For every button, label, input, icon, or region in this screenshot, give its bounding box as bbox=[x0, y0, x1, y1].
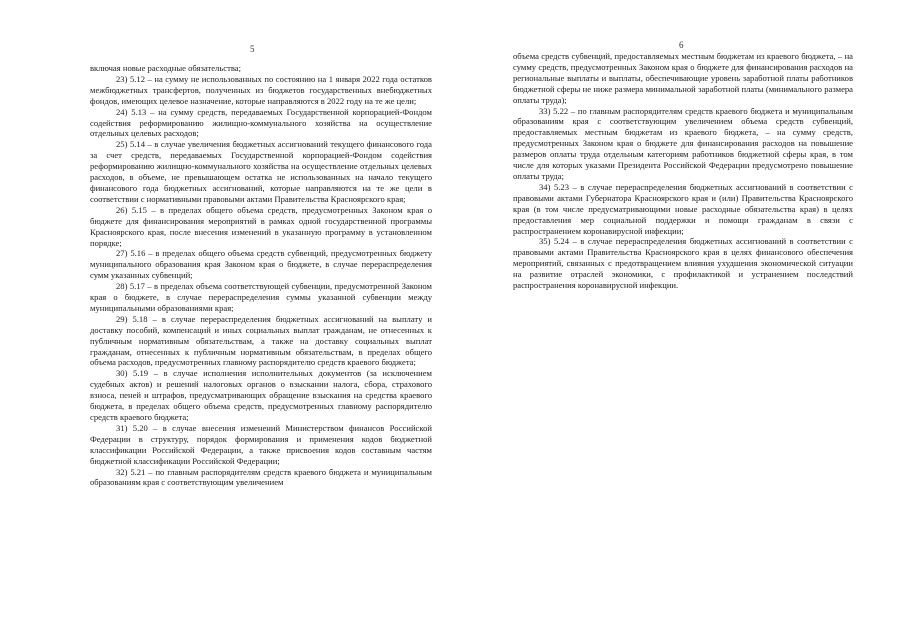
paragraph-item-23: 23) 5.12 – на сумму не использованных по состоянию на 1 января 2022 года остатков межбюджетных трансфертов, полученных из бюджетов государственных внебюджетных фондов, имеющих целевое назначение, которые направляются в 2022 году на те же цели; bbox=[90, 73, 432, 106]
paragraph-item-32: 32) 5.21 – по главным распорядителям средств краевого бюджета и муниципальным образованиям края с соответствующим увеличением bbox=[90, 466, 432, 488]
right-page-text bbox=[513, 51, 853, 291]
paragraph-item-35: 35) 5.24 – в случае перераспределения бюджетных ассигнований в соответствии с правовыми актами Правительства Красноярского края в целях финансового обеспечения мероприятий, связанных с предотвращением влияния ухудшения экономической ситуации на развитие отраслей экономики, с профилактикой и устранением последствий распространения коронавирусной инфекции. bbox=[513, 236, 853, 291]
page-number-right: 6 bbox=[679, 40, 684, 50]
paragraph-item-30: 30) 5.19 – в случае исполнения исполнительных документов (за исключением судебных актов) и решений налоговых органов о взыскании налога, сбора, страхового взноса, пеней и штрафов, предусматривающих обращение взыскания на средства краевого бюджета, в пределах общего объема средств, предусмотренных главному распорядителю средств краевого бюджета; bbox=[90, 368, 432, 422]
paragraph-item-24: 24) 5.13 – на сумму средств, передаваемых Государственной корпорацией-Фондом содействия реформированию жилищно-коммунального хозяйства на осуществление отдельных целевых расходов; bbox=[90, 106, 432, 139]
page-number-left: 5 bbox=[250, 44, 255, 54]
paragraph-continuation: объема средств субвенций, предоставляемых местным бюджетам из краевого бюджета, – на сумму средств, предусмотренных Законом края о бюджете для финансирования расходов на региональные выплаты и выплаты, обеспечивающие уровень заработной платы работников бюджетной сферы не ниже размера минимальной заработной платы (минимального размера оплаты труда); bbox=[513, 51, 853, 105]
paragraph-item-28: 28) 5.17 – в пределах объема соответствующей субвенции, предусмотренной Законом края о бюджете, в случае перераспределения суммы указанной субвенции между муниципальными образованиями края; bbox=[90, 281, 432, 313]
paragraph-item-26: 26) 5.15 – в пределах общего объема средств, предусмотренных Законом края о бюджете для финансирования мероприятий в рамках одной государственной программы Красноярского края, после внесения изменений в указанную программу в установленном порядке; bbox=[90, 204, 432, 248]
paragraph-continuation: включая новые расходные обязательства; bbox=[90, 63, 241, 73]
paragraph-item-33: 33) 5.22 – по главным распорядителям средств краевого бюджета и муниципальным образованиям края с соответствующим увеличением объема средств субвенций, предоставляемых местным бюджетам из краевого бюджета, – на сумму средств, предусмотренных Законом края о бюджете для финансирования расходов на повышение размеров оплаты труда отдельным категориям работников бюджетной сферы края, в том числе для которых указами Президента Российской Федерации предусмотрено повышение оплаты труда; bbox=[513, 105, 853, 181]
paragraph-item-25: 25) 5.14 – в случае увеличения бюджетных ассигнований текущего финансового года за счет средств, передаваемых Государственной корпорацией-Фондом содействия реформированию жилищно-коммунального хозяйства на осуществление отдельных целевых расходов, в объеме, не превышающем остатка не использованных на начало текущего финансового года бюджетных ассигнований, которые направляются на те же цели в соответствии с нормативными правовыми актами Правительства Красноярского края; bbox=[90, 139, 432, 204]
paragraph-item-27: 27) 5.16 – в пределах общего объема средств субвенций, предусмотренных бюджету муниципального образования края Законом края о бюджете, в случае перераспределения сумм указанных субвенций; bbox=[90, 248, 432, 281]
paragraph-item-29: 29) 5.18 – в случае перераспределения бюджетных ассигнований на выплату и доставку пособий, компенсаций и иных социальных выплат гражданам, не отнесенных к публичным нормативным обязательствам, а также на доставку социальных выплат гражданам, отнесенных к публичным нормативным обязательствам, в пределах общего объема расходов, предусмотренных главному распорядителю средств краевого бюджета; bbox=[90, 313, 432, 368]
paragraph-item-34: 34) 5.23 – в случае перераспределения бюджетных ассигнований в соответствии с правовыми актами Губернатора Красноярского края и (или) Правительства Красноярского края (в том числе предусматривающими новые расходные обязательства края) в целях предоставления мер социальной поддержки и помощи гражданам в связи с распространением коронавирусной инфекции; bbox=[513, 181, 853, 236]
paragraph-item-31: 31) 5.20 – в случае внесения изменений Министерством финансов Российской Федерации в структуру, порядок формирования и применения кодов бюджетной классификации Российской Федерации, а также присвоения кодов составным частям бюджетной классификации Российской Федерации; bbox=[90, 422, 432, 466]
left-page-text bbox=[90, 63, 432, 488]
